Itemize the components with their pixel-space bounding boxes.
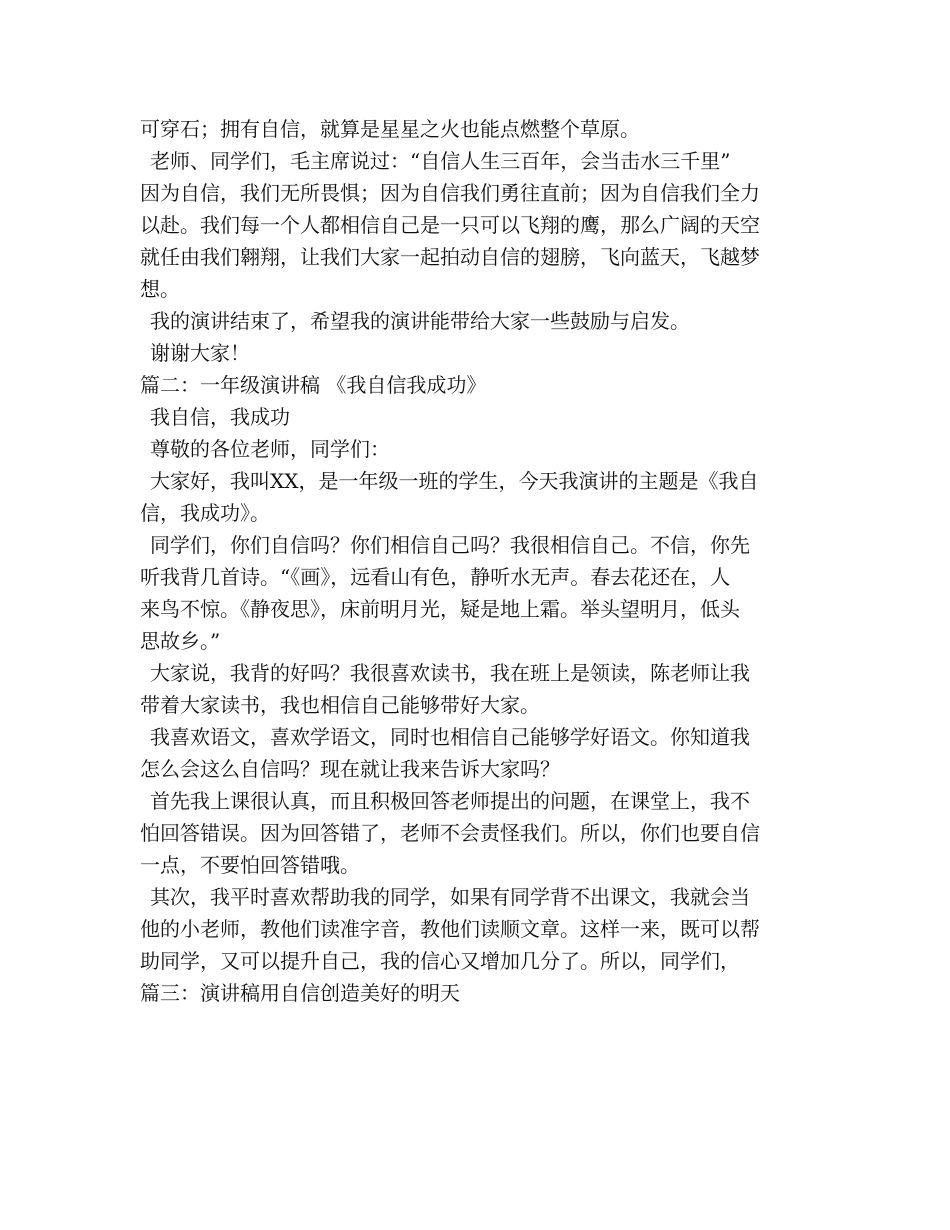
text-line: 其次，我平时喜欢帮助我的同学，如果有同学背不出课文，我就会当 — [150, 885, 750, 909]
text-line: 首先我上课很认真，而且积极回答老师提出的问题，在课堂上，我不 — [150, 789, 750, 813]
text-line: 可穿石；拥有自信，就算是星星之火也能点燃整个草原。 — [140, 117, 640, 141]
text-line: 就任由我们翱翔，让我们大家一起拍动自信的翅膀，飞向蓝天，飞越梦 — [140, 245, 760, 269]
text-line: 助同学，又可以提升自己，我的信心又增加几分了。所以，同学们， — [140, 949, 740, 973]
text-line: 怎么会这么自信吗？现在就让我来告诉大家吗？ — [140, 757, 560, 781]
text-line: 尊敬的各位老师，同学们： — [150, 437, 390, 461]
text-line: 我喜欢语文，喜欢学语文，同时也相信自己能够学好语文。你知道我 — [150, 725, 750, 749]
text-line: 一点，不要怕回答错哦。 — [140, 853, 360, 877]
text-line: 篇三：演讲稿用自信创造美好的明天 — [140, 981, 460, 1005]
text-line: 篇二：一年级演讲稿 《我自信我成功》 — [140, 373, 487, 397]
text-line: 我的演讲结束了，希望我的演讲能带给大家一些鼓励与启发。 — [150, 309, 690, 333]
text-line: 因为自信，我们无所畏惧；因为自信我们勇往直前；因为自信我们全力 — [140, 181, 760, 205]
document-body — [140, 113, 820, 1009]
text-line: 来鸟不惊。《静夜思》，床前明月光，疑是地上霜。举头望明月，低头 — [140, 597, 740, 621]
text-line: 信，我成功》。 — [140, 501, 270, 525]
text-line: 带着大家读书，我也相信自己能够带好大家。 — [140, 693, 540, 717]
text-line: 他的小老师，教他们读准字音，教他们读顺文章。这样一来，既可以帮 — [140, 917, 760, 941]
text-line: 同学们，你们自信吗？你们相信自己吗？我很相信自己。不信，你先 — [150, 533, 750, 557]
text-line: 想。 — [140, 277, 180, 301]
text-line: 大家好，我叫XX，是一年级一班的学生，今天我演讲的主题是《我自 — [150, 469, 759, 493]
text-line: 听我背几首诗。“《画》，远看山有色，静听水无声。春去花还在，人 — [140, 565, 731, 589]
text-line: 以赴。我们每一个人都相信自己是一只可以飞翔的鹰，那么广阔的天空 — [140, 213, 760, 237]
text-line: 谢谢大家！ — [150, 341, 250, 365]
text-line: 大家说，我背的好吗？我很喜欢读书，我在班上是领读，陈老师让我 — [150, 661, 750, 685]
text-line: 老师、同学们，毛主席说过：“自信人生三百年，会当击水三千里” — [150, 149, 731, 173]
text-line: 怕回答错误。因为回答错了，老师不会责怪我们。所以，你们也要自信 — [140, 821, 760, 845]
text-line: 思故乡。” — [140, 629, 221, 653]
text-line: 我自信，我成功 — [150, 405, 290, 429]
